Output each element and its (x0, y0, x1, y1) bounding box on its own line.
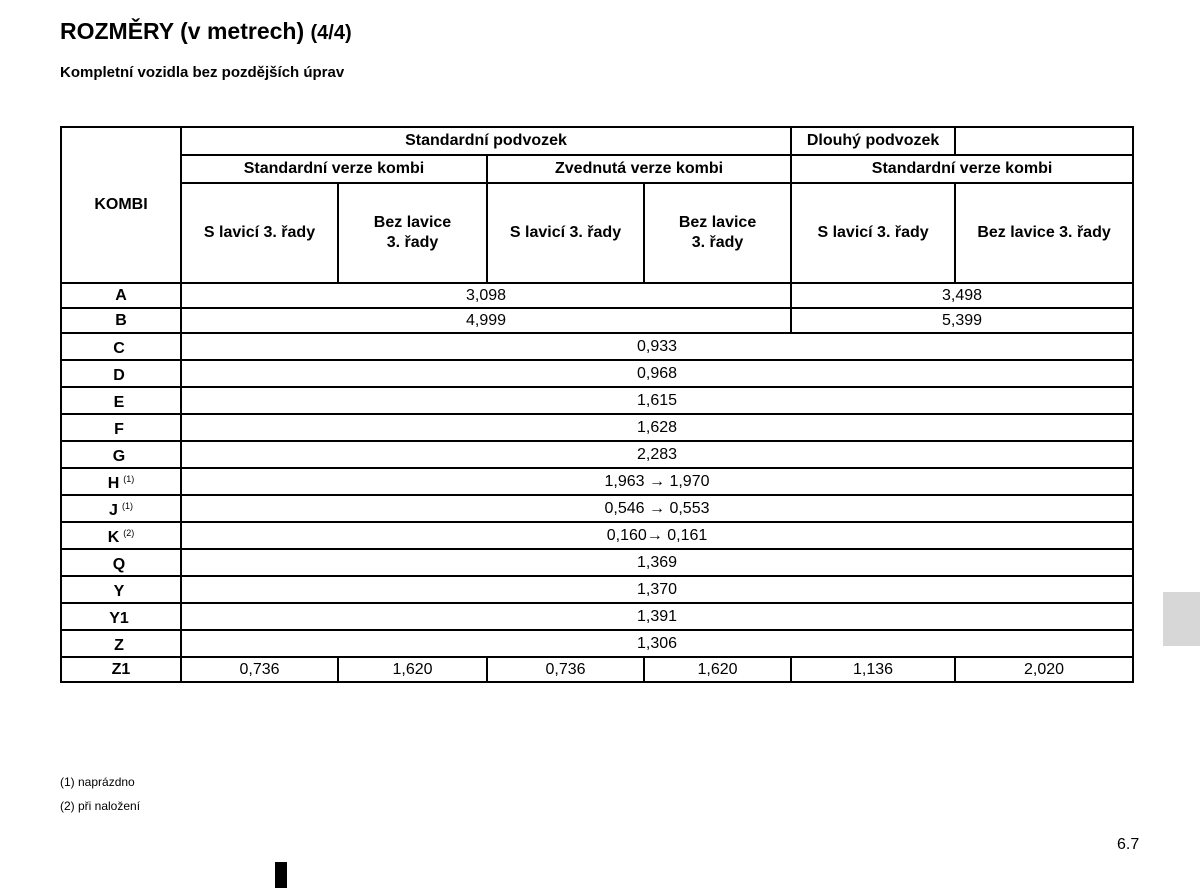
row-letter: G (112, 448, 126, 465)
z1-value-1: 0,736 (181, 657, 338, 682)
row-value: 1,370 (181, 576, 1133, 603)
row-label (61, 441, 181, 468)
binding-mark (275, 862, 287, 888)
page-subtitle: Kompletní vozidla bez pozdějších úprav (60, 64, 345, 81)
value-long: 5,399 (791, 308, 1133, 333)
row-label (61, 549, 181, 576)
dimensions-table (60, 126, 1134, 683)
section-side-tab (1163, 592, 1200, 646)
row-letter: Q (112, 556, 126, 573)
row-value: 0,933 (181, 333, 1133, 360)
table-row (61, 441, 1133, 468)
footnote-1: (1) naprázdno (60, 775, 135, 789)
table-row (61, 333, 1133, 360)
row-letter: H (107, 475, 120, 492)
row-label (61, 495, 181, 522)
page-number: 6.7 (1117, 836, 1140, 853)
row-letter: D (113, 367, 125, 384)
chassis-standard-header: Standardní podvozek (181, 127, 791, 155)
row-value: 1,963 → 1,970 (181, 468, 1133, 495)
version-standard-combi: Standardní verze kombi (181, 155, 487, 183)
table-row (61, 522, 1133, 549)
row-letter: Y1 (109, 610, 129, 627)
row-value: 1,369 (181, 549, 1133, 576)
seat-header-2-line1: Bez lavice (373, 214, 452, 231)
value-standard: 4,999 (181, 308, 791, 333)
table-row-b (61, 308, 1133, 333)
row-value: 1,628 (181, 414, 1133, 441)
page-title (60, 18, 352, 45)
row-letter: F (114, 421, 124, 438)
version-long-standard-combi: Standardní verze kombi (791, 155, 1133, 183)
row-value: 1,391 (181, 603, 1133, 630)
seat-header-4 (644, 183, 791, 283)
footnotes (60, 770, 140, 818)
row-label (61, 522, 181, 549)
z1-value-6: 2,020 (955, 657, 1133, 682)
seat-header-5: S lavicí 3. řady (791, 183, 955, 283)
row-label: Z1 (61, 657, 181, 682)
row-label (61, 468, 181, 495)
z1-value-2: 1,620 (338, 657, 487, 682)
value-standard: 3,098 (181, 283, 791, 308)
row-note: (1) (121, 501, 133, 511)
title-text: ROZMĚRY (v metrech) (60, 18, 305, 44)
seat-header-2-line2: 3. řady (386, 234, 439, 251)
row-note: (1) (123, 474, 135, 484)
row-letter: Z (114, 637, 124, 654)
row-label: B (61, 308, 181, 333)
version-raised-combi: Zvednutá verze kombi (487, 155, 791, 183)
row-label (61, 603, 181, 630)
table-row (61, 630, 1133, 657)
seat-header-3: S lavicí 3. řady (487, 183, 644, 283)
seat-header-4-line2: 3. řady (691, 234, 744, 251)
row-label (61, 387, 181, 414)
table-row-a (61, 283, 1133, 308)
row-label (61, 333, 181, 360)
row-letter: C (113, 340, 125, 357)
row-value: 0,968 (181, 360, 1133, 387)
row-letter: J (109, 502, 118, 519)
z1-value-5: 1,136 (791, 657, 955, 682)
row-value: 1,615 (181, 387, 1133, 414)
table-row (61, 495, 1133, 522)
z1-value-3: 0,736 (487, 657, 644, 682)
table-row (61, 414, 1133, 441)
table-row (61, 360, 1133, 387)
table-row (61, 603, 1133, 630)
chassis-long-header: Dlouhý podvozek (791, 127, 955, 155)
row-letter: E (113, 394, 125, 411)
table-row (61, 387, 1133, 414)
corner-label: KOMBI (61, 127, 181, 283)
value-long: 3,498 (791, 283, 1133, 308)
row-label: A (61, 283, 181, 308)
row-label (61, 576, 181, 603)
table-row (61, 576, 1133, 603)
table-row (61, 549, 1133, 576)
row-label (61, 414, 181, 441)
row-value: 0,546 → 0,553 (181, 495, 1133, 522)
table-row-z1 (61, 657, 1133, 682)
row-label (61, 630, 181, 657)
row-letter: K (107, 529, 120, 546)
row-value: 1,306 (181, 630, 1133, 657)
empty-header-cell (955, 127, 1133, 155)
seat-header-4-line1: Bez lavice (678, 214, 757, 231)
footnote-2: (2) při naložení (60, 799, 141, 813)
row-note: (2) (123, 528, 135, 538)
seat-header-1: S lavicí 3. řady (181, 183, 338, 283)
row-value: 2,283 (181, 441, 1133, 468)
seat-header-2 (338, 183, 487, 283)
title-part: (4/4) (310, 22, 352, 44)
table-row (61, 468, 1133, 495)
row-label (61, 360, 181, 387)
row-value: 0,160→ 0,161 (181, 522, 1133, 549)
z1-value-4: 1,620 (644, 657, 791, 682)
row-letter: Y (113, 583, 125, 600)
seat-header-6: Bez lavice 3. řady (955, 183, 1133, 283)
